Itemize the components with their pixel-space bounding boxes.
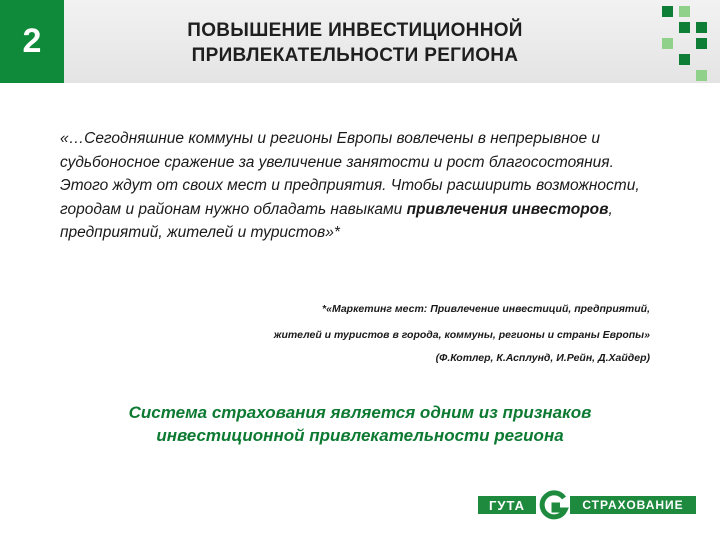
slide-title <box>100 18 610 68</box>
reference-line-2: жителей и туристов в города, коммуны, регионы и страны Европы» <box>273 329 650 341</box>
quote-emphasis: привлечения инвесторов <box>406 200 609 218</box>
title-line-2: ПРИВЛЕКАТЕЛЬНОСТИ РЕГИОНА <box>191 45 519 66</box>
title-line-1: ПОВЫШЕНИЕ ИНВЕСТИЦИОННОЙ <box>187 20 523 41</box>
logo-left-text: ГУТА <box>478 496 536 514</box>
logo-right-text: СТРАХОВАНИЕ <box>570 496 696 514</box>
quote-paragraph <box>60 127 660 245</box>
reference-line-1: *«Маркетинг мест: Привлечение инвестиций, предприятий, <box>322 303 650 315</box>
conclusion-line-2: инвестиционной привлекательности региона <box>156 426 564 445</box>
checker-pattern-decoration <box>636 4 720 88</box>
conclusion-statement <box>40 401 680 447</box>
conclusion-line-1: Система страхования является одним из признаков <box>128 403 592 422</box>
slide-number: 2 <box>0 0 64 83</box>
g-letter-icon <box>536 490 570 520</box>
quote-text-end: , предприятий, жителей и туристов»* <box>60 200 613 241</box>
reference-authors: (Ф.Котлер, К.Асплунд, И.Рейн, Д.Хайдер) <box>435 352 650 364</box>
quote-text-start: «…Сегодняшние коммуны и регионы Европы вовлечены в непрерывное и судьбоносное сражение за увеличение занятости и рост благосостояния. Этого ждут от своих мест и предприятия. Чтобы расширить возможности, городам и районам нужно обладать навыками <box>60 130 640 218</box>
